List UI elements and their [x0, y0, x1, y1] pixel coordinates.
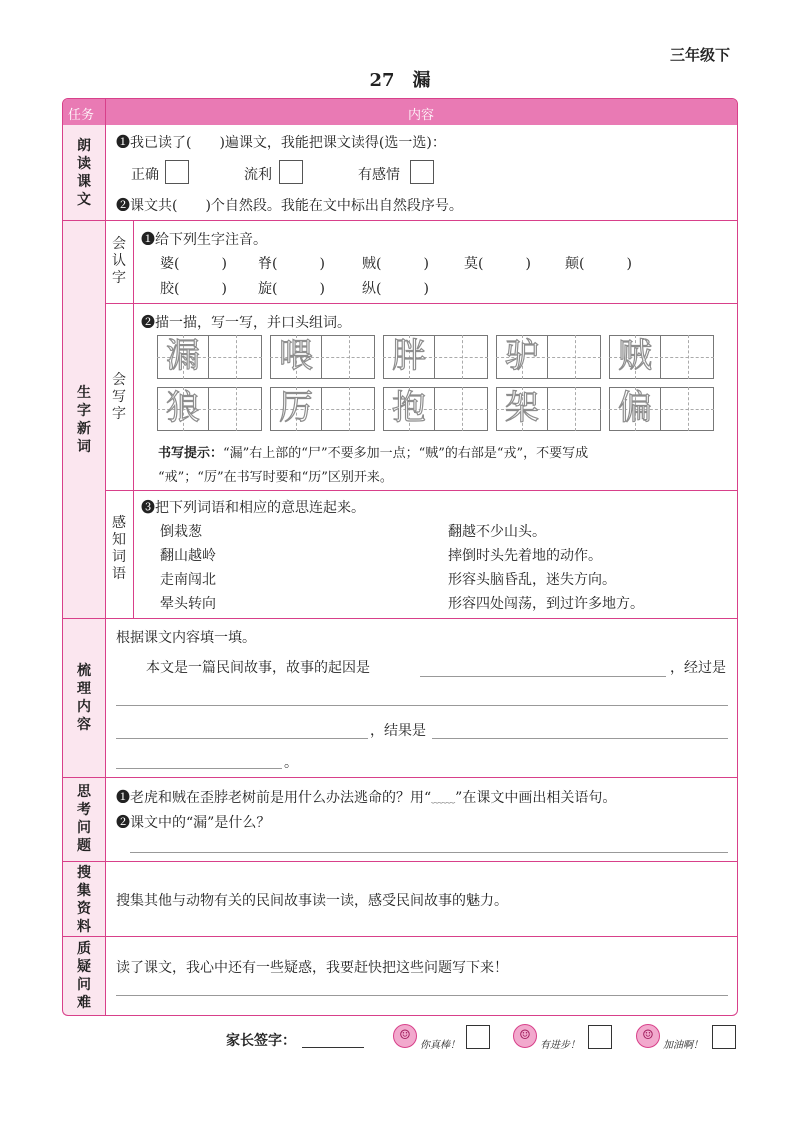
answer-line[interactable]	[432, 738, 728, 739]
signature-line[interactable]	[302, 1047, 364, 1048]
wavy-underline-mark: ﹏﹏	[431, 791, 456, 805]
writing-cell[interactable]	[383, 387, 488, 431]
trace-character: 漏	[166, 336, 200, 376]
match-word: 晕头转向	[160, 596, 216, 612]
praise-label: 有进步！	[540, 1040, 580, 1051]
grade-label: 三年级下	[670, 46, 731, 64]
trace-character: 偏	[618, 388, 652, 428]
answer-line[interactable]	[116, 738, 368, 739]
lesson-title: 漏	[412, 70, 431, 91]
match-word: 倒栽葱	[160, 524, 202, 540]
reading-line1: ❶我已读了( )遍课文，我能把课文读得(选一选)：	[116, 135, 446, 151]
option-checkbox[interactable]	[410, 160, 434, 184]
match-word: 翻山越岭	[160, 548, 216, 564]
section-label-thinking: 思考问题	[77, 784, 91, 854]
table-header-content: 内容	[407, 108, 434, 123]
trace-character: 胖	[392, 336, 426, 376]
outline-seg2: ，经过是	[670, 660, 726, 676]
row-divider	[63, 861, 737, 862]
writing-tip-text: “漏”右上部的“尸”不要多加一点；“贼”的右部是“戎”，不要写成	[223, 446, 589, 461]
row-divider	[63, 618, 737, 619]
trace-character: 厉	[279, 388, 313, 428]
praise-checkbox[interactable]	[466, 1025, 490, 1049]
outline-instruction: 根据课文内容填一填。	[116, 630, 256, 646]
question-text: 读了课文，我心中还有一些疑惑，我要赶快把这些问题写下来！	[116, 960, 508, 976]
writing-tip-line2: “戒”；“厉”在书写时要和“历”区别开来。	[158, 470, 393, 485]
match-meaning: 形容四处闯荡，到过许多地方。	[448, 596, 644, 612]
answer-line[interactable]	[116, 768, 282, 769]
writing-cell[interactable]	[609, 335, 714, 379]
writing-cell[interactable]	[270, 335, 375, 379]
write-instruction: ❷描一描，写一写，并口头组词。	[141, 315, 351, 331]
pinyin-item: 贼( )	[362, 256, 429, 272]
praise-label: 加油啊！	[663, 1040, 703, 1051]
writing-cell[interactable]	[157, 387, 262, 431]
outline-seg4: 。	[284, 755, 298, 771]
writing-tip-label: 书写提示：	[158, 446, 224, 461]
match-instruction: ❸把下列词语和相应的意思连起来。	[141, 500, 365, 516]
collect-text: 搜集其他与动物有关的民间故事读一读，感受民间故事的魅力。	[116, 893, 508, 909]
answer-line[interactable]	[116, 705, 728, 706]
writing-cell[interactable]	[383, 335, 488, 379]
writing-tip-line1	[158, 442, 588, 461]
row-divider	[63, 777, 737, 778]
table-header-task: 任务	[68, 108, 95, 123]
signature-label: 家长签字：	[226, 1033, 296, 1049]
row-divider	[63, 220, 737, 221]
page-title	[0, 66, 800, 92]
row-divider	[105, 490, 737, 491]
trace-character: 喂	[279, 336, 313, 376]
praise-checkbox[interactable]	[588, 1025, 612, 1049]
match-word: 走南闯北	[160, 572, 216, 588]
smiley-icon: ☺	[513, 1024, 537, 1048]
sublabel-recognize: 会认字	[112, 236, 126, 286]
writing-cell[interactable]	[609, 387, 714, 431]
thinking-q1-part-b: ”在课文中画出相关语句。	[455, 790, 617, 806]
pinyin-item: 胶( )	[160, 281, 227, 297]
writing-cell[interactable]	[496, 335, 601, 379]
option-checkbox[interactable]	[165, 160, 189, 184]
section-label-outline: 梳理内容	[77, 663, 91, 733]
section-label-collect: 搜集资料	[77, 865, 91, 935]
answer-line[interactable]	[130, 852, 728, 853]
writing-cell[interactable]	[157, 335, 262, 379]
thinking-q2: ❷课文中的“漏”是什么？	[116, 815, 271, 831]
option-label: 正确	[131, 167, 159, 183]
section-label-vocab: 生字新词	[77, 385, 91, 455]
outline-seg1: 本文是一篇民间故事，故事的起因是	[146, 660, 370, 676]
option-label: 流利	[244, 167, 272, 183]
sublabel-match: 感知词语	[112, 515, 126, 582]
answer-line[interactable]	[420, 676, 666, 677]
thinking-q1	[116, 787, 616, 807]
writing-cell[interactable]	[270, 387, 375, 431]
smiley-icon: ☺	[636, 1024, 660, 1048]
row-divider	[105, 303, 737, 304]
trace-character: 贼	[618, 336, 652, 376]
sublabel-write: 会写字	[112, 372, 126, 422]
lesson-number: 27	[369, 70, 395, 91]
section-label-reading: 朗读课文	[77, 138, 91, 208]
pinyin-item: 旋( )	[258, 281, 325, 297]
recognize-instruction: ❶给下列生字注音。	[141, 232, 267, 248]
reading-line2: ❷课文共( )个自然段。我能在文中标出自然段序号。	[116, 198, 463, 214]
praise-checkbox[interactable]	[712, 1025, 736, 1049]
praise-label: 你真棒！	[420, 1040, 460, 1051]
pinyin-item: 莫( )	[464, 256, 531, 272]
section-label-question: 质疑问难	[77, 941, 91, 1011]
answer-line[interactable]	[116, 995, 728, 996]
match-meaning: 形容头脑昏乱，迷失方向。	[448, 572, 616, 588]
writing-cell[interactable]	[496, 387, 601, 431]
thinking-q1-part-a: ❶老虎和贼在歪脖老树前是用什么办法逃命的？用“	[116, 790, 432, 806]
smiley-icon: ☺	[393, 1024, 417, 1048]
pinyin-item: 纵( )	[362, 281, 429, 297]
trace-character: 抱	[392, 388, 426, 428]
row-divider	[63, 936, 737, 937]
option-checkbox[interactable]	[279, 160, 303, 184]
trace-character: 架	[505, 388, 539, 428]
trace-character: 驴	[505, 336, 539, 376]
trace-character: 狼	[166, 388, 200, 428]
match-meaning: 摔倒时头先着地的动作。	[448, 548, 602, 564]
pinyin-item: 脊( )	[258, 256, 325, 272]
task-divider	[105, 99, 106, 1015]
outline-seg3: ，结果是	[370, 723, 426, 739]
match-meaning: 翻越不少山头。	[448, 524, 546, 540]
option-label: 有感情	[358, 167, 400, 183]
subtask-divider	[133, 220, 134, 618]
pinyin-item: 颠( )	[565, 256, 632, 272]
pinyin-item: 婆( )	[160, 256, 227, 272]
